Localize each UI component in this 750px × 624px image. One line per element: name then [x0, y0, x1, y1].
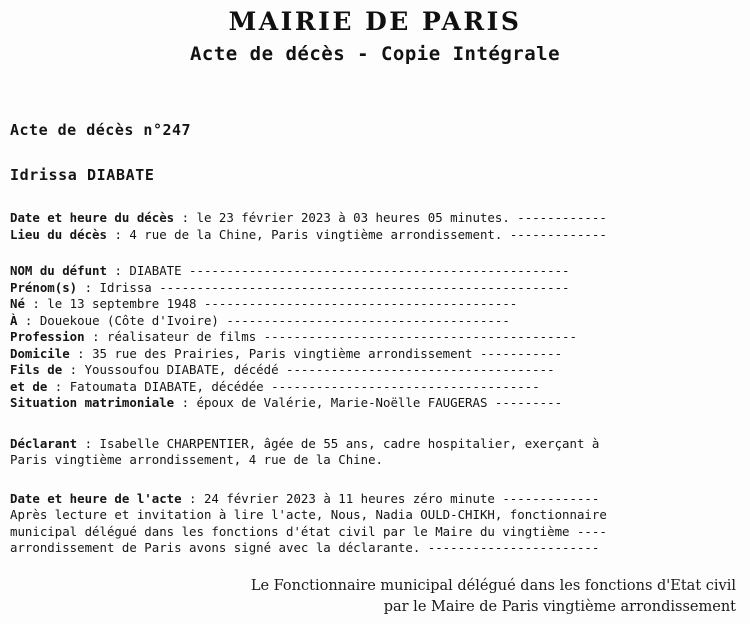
document-header	[0, 0, 750, 67]
acte-paragraph-line-3: arrondissement de Paris avons signé avec la déclarante. -----------------------	[10, 540, 600, 555]
declarant-line-2: Paris vingtième arrondissement, 4 rue de la Chine.	[10, 452, 383, 467]
identity-label: NOM du défunt	[10, 263, 107, 278]
identity-label: À	[10, 312, 18, 328]
identity-label: Profession	[10, 329, 85, 344]
identity-row	[10, 379, 742, 396]
declarant-value: : Isabelle CHARPENTIER, âgée de 55 ans, cadre hospitalier, exerçant à	[77, 435, 600, 451]
declarant-block	[10, 436, 742, 469]
death-datetime-label: Date et heure du décès	[10, 210, 175, 225]
identity-label: Prénom(s)	[10, 279, 78, 295]
identity-row	[10, 329, 742, 346]
identity-value: : Fatoumata DIABATE, décédée ------------------------------------	[47, 378, 540, 394]
identity-label: Né	[10, 296, 25, 311]
declarant-label: Déclarant	[10, 435, 78, 451]
death-place-line	[10, 227, 742, 244]
identity-value: : DIABATE ---------------------------------------------------	[106, 263, 570, 278]
identity-row	[10, 296, 742, 313]
identity-value: : Youssoufou DIABATE, décédé ------------------------------------	[62, 362, 555, 377]
acte-date-block	[10, 491, 742, 557]
acte-number: Acte de décès n°247	[10, 121, 192, 139]
identity-value: : Idrissa -------------------------------------------------------	[77, 279, 570, 295]
identity-value: : 35 rue des Prairies, Paris vingtième arrondissement -----------	[69, 345, 563, 361]
document-footer	[0, 576, 750, 618]
footer-line-1: Le Fonctionnaire municipal délégué dans les fonctions d'Etat civil	[250, 578, 736, 594]
identity-label: Domicile	[10, 345, 70, 361]
identity-block	[10, 263, 742, 412]
acte-paragraph-line-2: municipal délégué dans les fonctions d'état civil par le Maire du vingtième ----	[10, 523, 607, 539]
identity-value: : Douekoue (Côte d'Ivoire) --------------------------------------	[17, 312, 510, 328]
identity-label: Fils de	[10, 362, 63, 377]
identity-value: : réalisateur de films ------------------------------------------	[84, 329, 577, 344]
death-datetime-line	[10, 210, 742, 227]
acte-datetime-label: Date et heure de l'acte	[10, 490, 182, 506]
acte-datetime-value: : 24 février 2023 à 11 heures zéro minute -------------	[181, 490, 600, 506]
identity-row	[10, 280, 742, 297]
declarant-line	[10, 436, 742, 453]
identity-value: : le 13 septembre 1948 ------------------------------------------	[24, 296, 518, 311]
identity-label: et de	[10, 378, 48, 394]
identity-row	[10, 263, 742, 280]
identity-row	[10, 313, 742, 330]
death-place-label: Lieu du décès	[10, 226, 107, 242]
document-body	[0, 121, 750, 557]
acte-paragraph-line-1: Après lecture et invitation à lire l'acte, Nous, Nadia OULD-CHIKH, fonctionnaire	[10, 507, 607, 522]
deceased-name: Idrissa DIABATE	[10, 166, 155, 184]
identity-row	[10, 362, 742, 379]
footer-line-2: par le Maire de Paris vingtième arrondissement	[383, 599, 736, 615]
death-place-value: : 4 rue de la Chine, Paris vingtième arrondissement. -------------	[106, 226, 607, 242]
death-datetime-value: : le 23 février 2023 à 03 heures 05 minutes. ------------	[174, 210, 607, 225]
identity-row	[10, 395, 742, 412]
page-subtitle: Acte de décès - Copie Intégrale	[189, 43, 561, 66]
identity-row	[10, 346, 742, 363]
acte-datetime-line	[10, 491, 742, 508]
death-info-block	[10, 210, 742, 243]
identity-value: : époux de Valérie, Marie-Noëlle FAUGERAS ---------	[174, 395, 563, 410]
page-title: MAIRIE DE PARIS	[228, 7, 522, 36]
identity-label: Situation matrimoniale	[10, 395, 175, 410]
